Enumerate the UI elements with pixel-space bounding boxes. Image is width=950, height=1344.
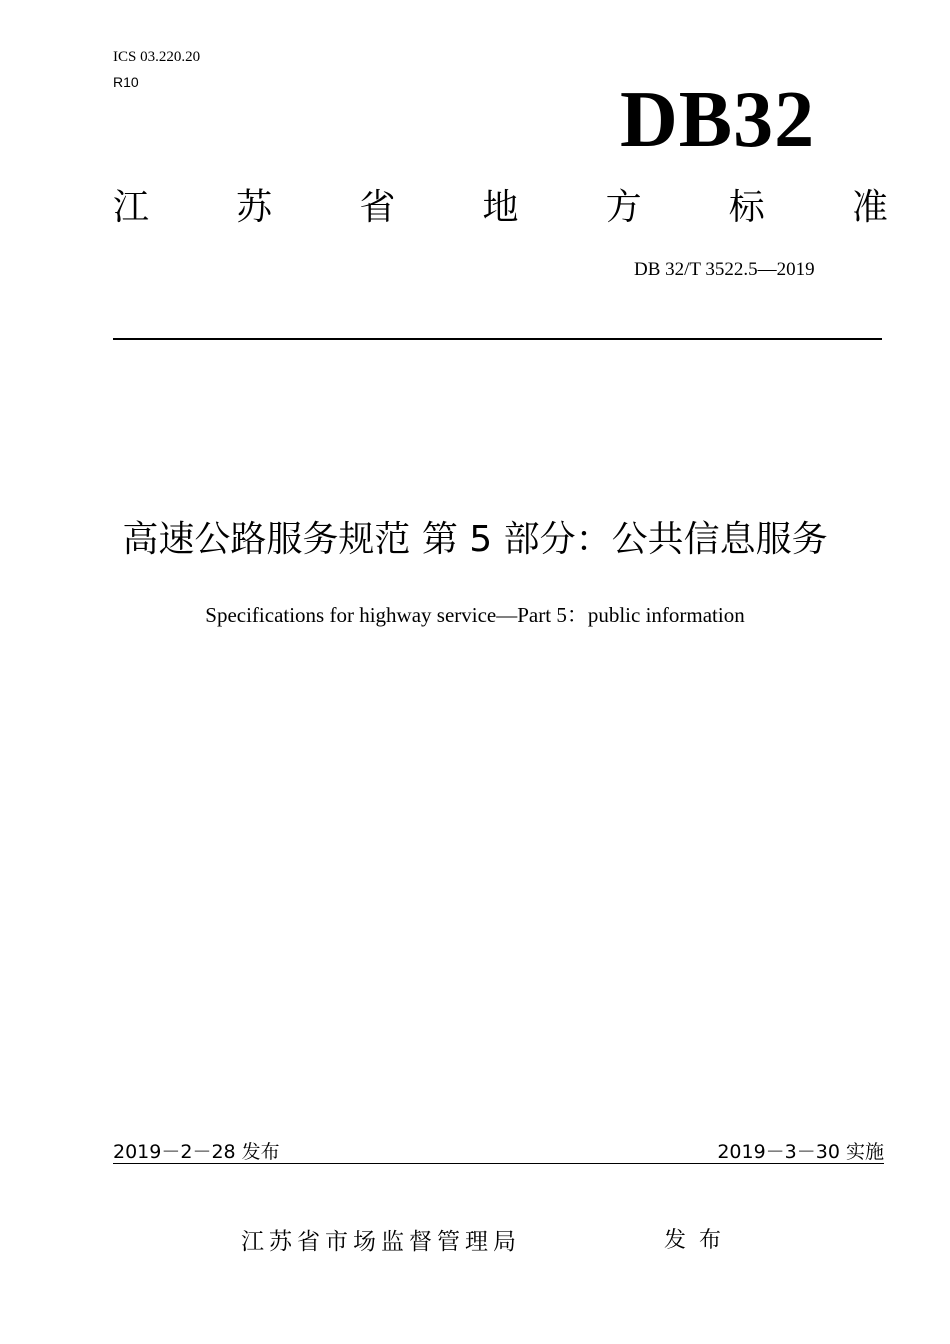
header-divider <box>113 338 882 340</box>
standard-type-char: 标 <box>728 187 765 228</box>
standard-number: DB 32/T 3522.5—2019 <box>634 259 815 280</box>
footer-divider <box>113 1163 884 1164</box>
issuing-authority: 江苏省市场监督管理局 <box>241 1229 521 1255</box>
standard-type-char: 准 <box>851 187 888 228</box>
classification-code: R10 <box>113 74 139 90</box>
standard-type-char: 方 <box>605 187 642 228</box>
standard-type-char: 苏 <box>236 187 273 228</box>
standard-logo: DB32 <box>620 76 816 164</box>
standard-type-char: 江 <box>113 187 150 228</box>
document-title-chinese: 高速公路服务规范 第 5 部分：公共信息服务 <box>122 519 828 560</box>
standard-type <box>113 186 888 230</box>
document-title-english: Specifications for highway service—Part 5：public information <box>205 603 745 627</box>
standard-type-char: 省 <box>359 187 396 228</box>
standard-type-char: 地 <box>482 187 519 228</box>
implementation-date: 2019－3－30 实施 <box>717 1141 884 1163</box>
ics-code: ICS 03.220.20 <box>113 49 201 65</box>
issue-date: 2019－2－28 发布 <box>113 1141 280 1163</box>
publish-label: 发布 <box>664 1228 735 1253</box>
